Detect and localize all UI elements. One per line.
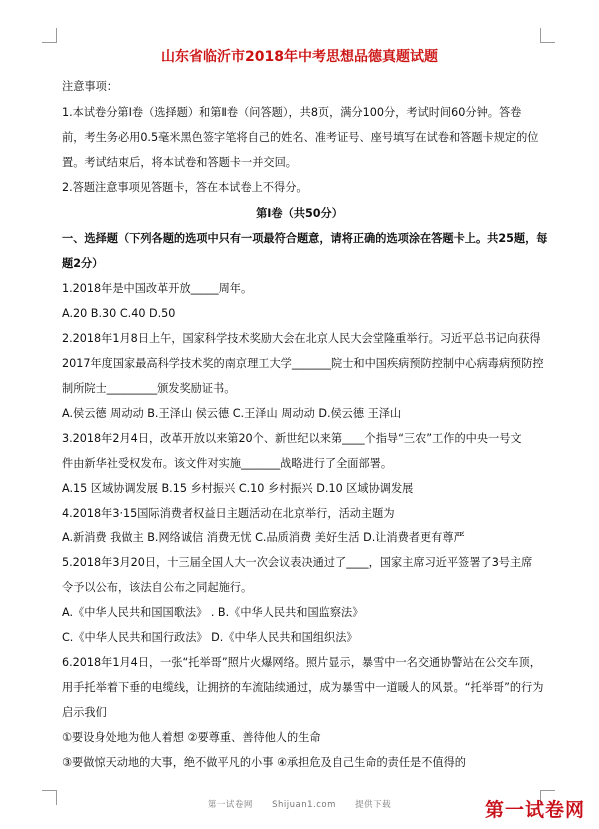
question-3-cont: 件由新华社受权发布。该文件对实施_______战略进行了全面部署。 <box>62 457 393 470</box>
question-3-options: A.15 区域协调发展 B.15 乡村振兴 C.10 乡村振兴 D.10 区域协调发展 <box>62 482 414 495</box>
question-6-cont: 用手托举着下垂的电缆线，让拥挤的车流陆续通过，成为暴雪中一道暖人的风景。“托举哥”的行为 <box>62 681 544 694</box>
question-6-statements-34: ③要做惊天动地的大事，绝不做平凡的小事 ④承担危及自己生命的责任是不值得的 <box>62 756 466 769</box>
notice-item-2: 2.答题注意事项见答题卡，答在本试卷上不得分。 <box>62 181 308 194</box>
question-6: 6.2018年1月4日，一张“托举哥”照片火爆网络。照片显示，暴雪中一名交通协警站在公交车顶， <box>62 656 541 669</box>
notice-item-1-cont: 置。考试结束后，将本试卷和答题卡一并交回。 <box>62 156 297 169</box>
question-2: 2.2018年1月8日上午，国家科学技术奖励大会在北京人民大会堂隆重举行。习近平总书记向获得 <box>62 332 541 345</box>
question-6-statements-12: ①要设身处地为他人着想 ②要尊重、善待他人的生命 <box>62 731 321 744</box>
notice-item-1-cont: 前，考生务必用0.5毫米黑色签字笔将自己的姓名、准考证号、座号填写在试卷和答题卡规定的位 <box>62 131 539 144</box>
crop-mark-top-left <box>42 28 57 43</box>
question-3: 3.2018年2月4日，改革开放以来第20个、新世纪以来第____个指导“三农”工作的中央一号文 <box>62 432 522 445</box>
notice-item-1: 1.本试卷分第Ⅰ卷（选择题）和第Ⅱ卷（问答题），共8页，满分100分，考试时间60分钟。答卷 <box>62 106 522 119</box>
crop-mark-top-right <box>540 28 555 43</box>
section-heading: 第Ⅰ卷（共50分） <box>256 207 343 220</box>
document-title: 山东省临沂市2018年中考思想品德真题试题 <box>161 49 438 65</box>
question-4: 4.2018年3·15国际消费者权益日主题活动在北京举行，活动主题为 <box>62 507 395 520</box>
question-4-options: A.新消费 我做主 B.网络诚信 消费无忧 C.品质消费 美好生活 D.让消费者更有尊严 <box>62 531 465 544</box>
question-1: 1.2018年是中国改革开放_____周年。 <box>62 282 253 295</box>
question-5-options-ab: A.《中华人民共和国国歌法》 . B.《中华人民共和国监察法》 <box>62 606 364 619</box>
question-6-cont: 启示我们 <box>62 706 107 719</box>
question-2-cont: 制所院士_________颁发奖励证书。 <box>62 382 236 395</box>
brand-logo: 第一试卷网 <box>484 799 585 821</box>
question-1-options: A.20 B.30 C.40 D.50 <box>62 307 176 320</box>
question-2-cont: 2017年度国家最高科学技术奖的南京理工大学_______院士和中国疾病预防控制中心病毒病预防控 <box>62 357 544 370</box>
part-instructions-cont: 题2分） <box>62 257 104 270</box>
footer-site-name: 第一试卷网 <box>207 800 253 810</box>
footer-site-url: Shijuan1.com <box>272 800 336 810</box>
question-2-options: A.侯云德 周动动 B.王泽山 侯云德 C.王泽山 周动动 D.侯云德 王泽山 <box>62 407 402 420</box>
question-5: 5.2018年3月20日，十三届全国人大一次会议表决通过了____，国家主席习近平签署了3号主席 <box>62 556 533 569</box>
question-5-options-cd: C.《中华人民共和国行政法》 D.《中华人民共和国组织法》 <box>62 631 358 644</box>
notice-heading: 注意事项： <box>62 80 118 93</box>
question-5-cont: 令予以公布，该法自公布之同起施行。 <box>62 581 253 594</box>
part-instructions: 一、选择题（下列各题的选项中只有一项最符合题意，请将正确的选项涂在答题卡上。共25题，每 <box>62 232 548 245</box>
footer-download-text: 提供下载 <box>355 800 392 810</box>
